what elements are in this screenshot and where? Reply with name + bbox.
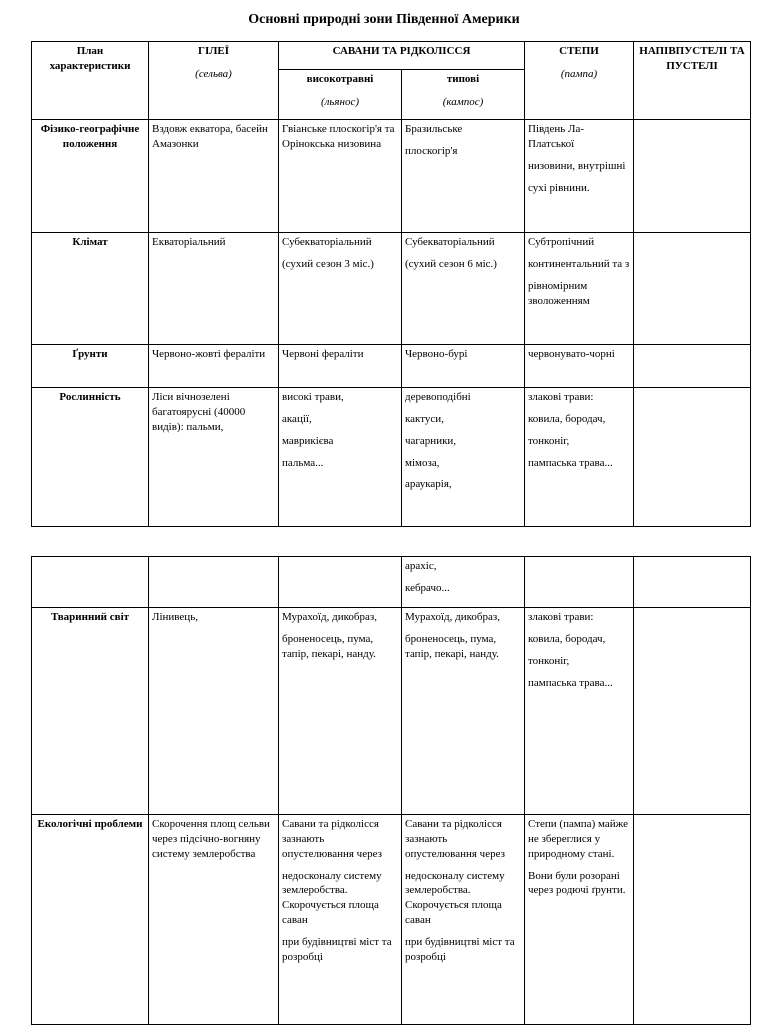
cell-gilei [149, 557, 279, 608]
cell-stepy [525, 345, 634, 388]
row-header: Тваринний світ [32, 608, 149, 815]
cell-text: (сухий сезон 3 міс.) [282, 257, 374, 270]
cell-text: пальма... [282, 456, 324, 469]
table-row [32, 815, 751, 1025]
cell-text: злакові трави: [528, 611, 594, 623]
zones-table-part-1 [31, 41, 751, 527]
page-title: Основні природні зони Південної Америки [248, 12, 520, 27]
row-header: Клімат [32, 233, 149, 345]
cell-text: Субтропічний [528, 236, 595, 248]
cell-savanny-vysokotravni [279, 815, 402, 1025]
cell-stepy [525, 233, 634, 345]
cell-text: Мурахоїд, дикобраз, [282, 611, 377, 623]
cell-text: ковила, бородач, [528, 632, 606, 645]
cell-text: кактуси, [405, 412, 444, 425]
header-napivpusteli: НАПІВПУСТЕЛІ ТА ПУСТЕЛІ [634, 42, 751, 120]
cell-text: Скорочення площ сельви через підсічно-вогняну систему землеробства [152, 818, 270, 860]
cell-savanny-vysokotravni [279, 557, 402, 608]
cell-text: Екваторіальний [152, 236, 226, 248]
zones-table-body-1 [32, 120, 751, 527]
cell-text: Степи (пампа) майже не збереглися у природному стані. [528, 818, 628, 860]
cell-stepy [525, 388, 634, 527]
cell-gilei [149, 345, 279, 388]
cell-savanny-typovi [402, 608, 525, 815]
cell-stepy [525, 608, 634, 815]
cell-napivpusteli [634, 345, 751, 388]
cell-text: пампаська трава... [528, 456, 613, 469]
cell-text: (сухий сезон 6 міс.) [405, 257, 497, 270]
cell-text: Субекваторіальний [405, 236, 495, 248]
row-header: Екологічні проблеми [32, 815, 149, 1025]
cell-text: недосконалу систему землеробства. Скорочується площа саван [282, 869, 382, 927]
table-row [32, 557, 751, 608]
cell-stepy [525, 815, 634, 1025]
table-row [32, 233, 751, 345]
cell-savanny-typovi [402, 815, 525, 1025]
cell-text: плоскогір'я [405, 144, 458, 157]
cell-savanny-typovi [402, 345, 525, 388]
cell-text: маврикієва [282, 434, 334, 447]
cell-text: Субекваторіальний [282, 236, 372, 248]
cell-gilei [149, 815, 279, 1025]
header-savanny: САВАНИ ТА РІДКОЛІССЯ [279, 42, 525, 70]
cell-text: сухі рівнини. [528, 181, 590, 194]
cell-text: Червоно-бурі [405, 348, 468, 360]
cell-gilei [149, 233, 279, 345]
cell-text: ковила, бородач, [528, 412, 606, 425]
cell-savanny-vysokotravni [279, 120, 402, 233]
cell-gilei [149, 388, 279, 527]
header-stepy: СТЕПИ (пампа) [525, 42, 634, 120]
cell-text: континентальний та з [528, 257, 630, 270]
cell-text: високі трави, [282, 391, 344, 403]
cell-savanny-vysokotravni [279, 608, 402, 815]
cell-text: Червоні ферaліти [282, 348, 364, 360]
cell-text: Південь Ла-Платської [528, 123, 585, 150]
cell-text: Вони були розорані через родючі ґрунти. [528, 869, 626, 897]
header-vysokotravni-sub: (льянос) [320, 95, 360, 108]
cell-napivpusteli [634, 388, 751, 527]
cell-text: недосконалу систему землеробства. Скорочується площа саван [405, 869, 505, 927]
header-typovi: типові (кампос) [402, 70, 525, 120]
cell-napivpusteli [634, 120, 751, 233]
cell-text: тонконіг, [528, 654, 570, 667]
cell-napivpusteli [634, 557, 751, 608]
row-header [32, 557, 149, 608]
cell-text: червонувато-чорні [528, 348, 615, 360]
cell-text: Лінивець, [152, 611, 198, 623]
table-row [32, 388, 751, 527]
cell-text: броненосець, пума, тапір, пекарі, нанду. [282, 632, 376, 660]
table-row [32, 345, 751, 388]
cell-text: низовини, внутрішні [528, 159, 626, 172]
cell-savanny-vysokotravni [279, 233, 402, 345]
cell-text: Мурахоїд, дикобраз, [405, 611, 500, 623]
cell-text: Савани та рідколісся зазнають опустелювання через [282, 818, 382, 860]
cell-text: Червоно-жовті ферaліти [152, 348, 266, 360]
cell-text: при будівництві міст та розробці [282, 935, 392, 963]
zones-table-part-2 [31, 556, 751, 1025]
row-header: Рослинність [32, 388, 149, 527]
header-vysokotravni: високотравні (льянос) [279, 70, 402, 120]
cell-text: кебрачо... [405, 581, 450, 594]
cell-stepy [525, 557, 634, 608]
cell-text: акації, [282, 412, 312, 425]
cell-text: при будівництві міст та розробці [405, 935, 515, 963]
cell-stepy [525, 120, 634, 233]
cell-text: Гвіанське плоскогір'я та Орінокська низовина [282, 123, 395, 150]
cell-savanny-typovi [402, 233, 525, 345]
header-plan: План характеристики [32, 42, 149, 120]
cell-text: Бразильське [405, 123, 463, 135]
cell-text: Вздовж екватора, басейн Амазонки [152, 123, 268, 150]
cell-text: рівномірним зволоженням [528, 279, 590, 307]
cell-savanny-vysokotravni [279, 388, 402, 527]
cell-savanny-vysokotravni [279, 345, 402, 388]
cell-gilei [149, 120, 279, 233]
cell-text: мімоза, [405, 456, 440, 469]
cell-text: чагарники, [405, 434, 457, 447]
cell-napivpusteli [634, 815, 751, 1025]
row-header: Ґрунти [32, 345, 149, 388]
cell-napivpusteli [634, 608, 751, 815]
cell-napivpusteli [634, 233, 751, 345]
header-stepy-sub: (пампа) [560, 67, 598, 80]
cell-gilei [149, 608, 279, 815]
zones-table-body-2 [32, 557, 751, 1025]
cell-savanny-typovi [402, 557, 525, 608]
cell-text: злакові трави: [528, 391, 594, 403]
row-header: Фізико-географічне положення [32, 120, 149, 233]
cell-savanny-typovi [402, 388, 525, 527]
cell-text: арахіс, [405, 560, 437, 572]
header-typovi-sub: (кампос) [442, 95, 484, 108]
cell-text: Савани та рідколісся зазнають опустелювання через [405, 818, 505, 860]
table-row [32, 608, 751, 815]
cell-text: тонконіг, [528, 434, 570, 447]
cell-text: деревоподібні [405, 391, 471, 403]
header-gilei: ГІЛЕЇ (сельва) [149, 42, 279, 120]
cell-text: араукарія, [405, 478, 452, 491]
table-row [32, 120, 751, 233]
cell-text: пампаська трава... [528, 676, 613, 689]
header-gilei-sub: (сельва) [195, 67, 232, 80]
cell-savanny-typovi [402, 120, 525, 233]
cell-text: Ліси вічнозелені багатоярусні (40000 видів): пальми, [152, 391, 246, 433]
cell-text: броненосець, пума, тапір, пекарі, нанду. [405, 632, 499, 660]
